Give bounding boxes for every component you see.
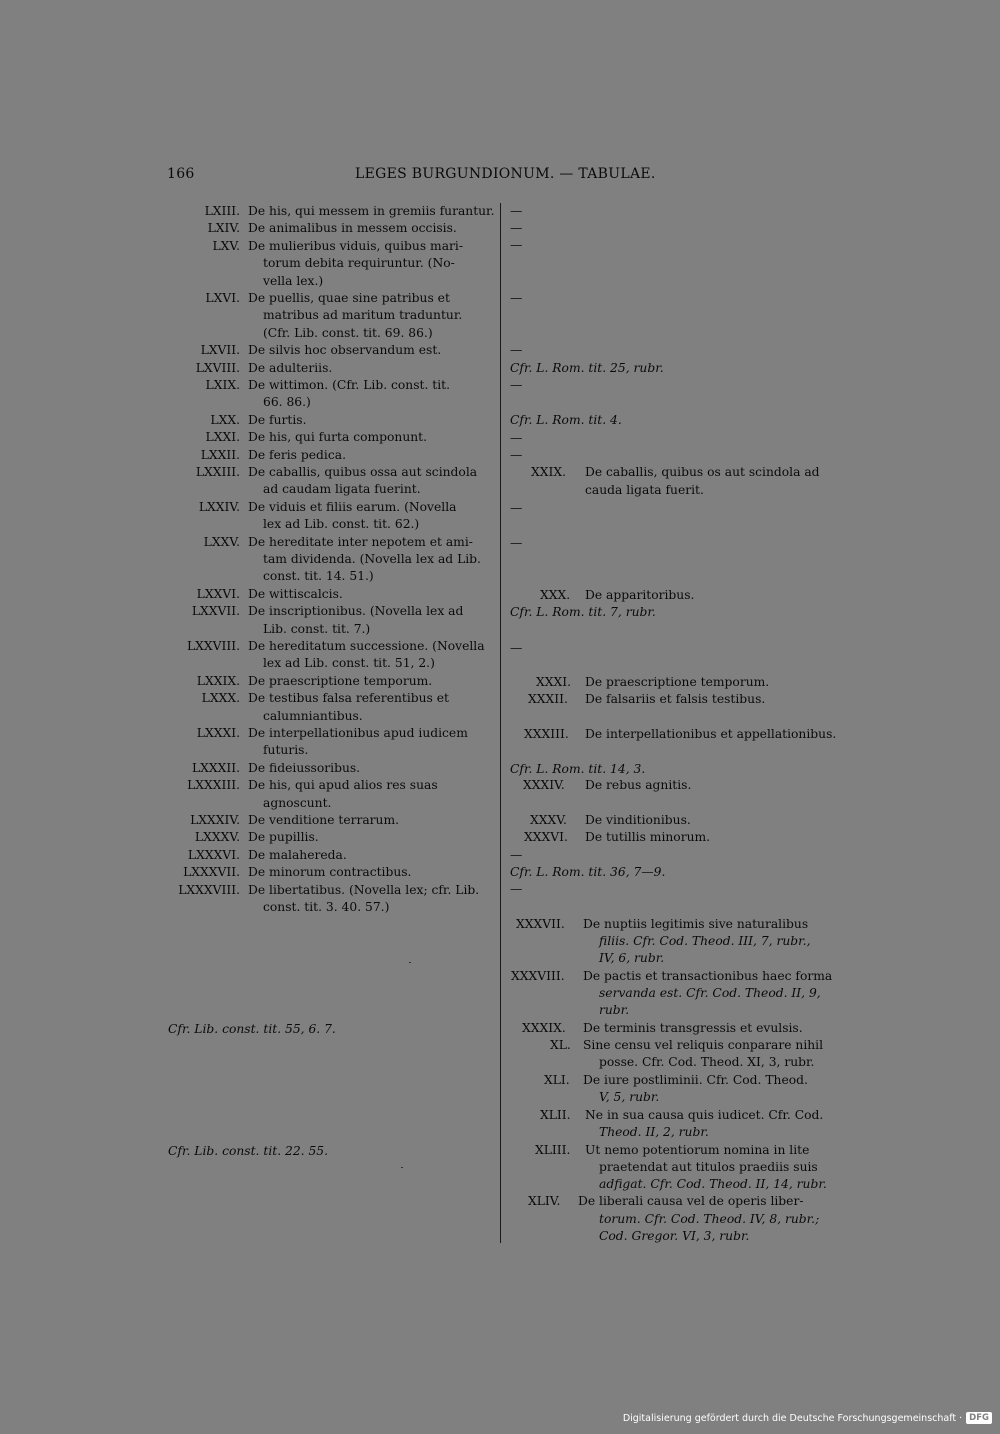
entry-text: De praescriptione temporum. <box>248 673 433 688</box>
dash: — <box>510 448 523 462</box>
dash: — <box>510 238 523 252</box>
entry-text: Lib. const. tit. 7.) <box>263 621 371 636</box>
dash: — <box>510 848 523 862</box>
entry-number: XXXI. <box>536 675 572 689</box>
entry-number: XXXIX. <box>522 1021 566 1035</box>
entry-number: XXX. <box>540 588 571 602</box>
entry-number: LXX. <box>210 412 240 427</box>
entry-text: Cod. Gregor. VI, 3, rubr. <box>599 1229 750 1243</box>
entry-text: posse. Cfr. Cod. Theod. XI, 3, rubr. <box>599 1055 815 1069</box>
dash: — <box>510 536 523 550</box>
entry-text: De testibus falsa referentibus et <box>248 691 449 706</box>
entry-text: servanda est. Cfr. Cod. Theod. II, 9, <box>599 986 821 1000</box>
entry-text: De inscriptionibus. (Novella lex ad <box>248 604 464 619</box>
entry-text: torum. Cfr. Cod. Theod. IV, 8, rubr.; <box>599 1212 820 1226</box>
entry-text: De silvis hoc observandum est. <box>248 343 442 358</box>
entry-text: De wittiscalcis. <box>248 586 343 601</box>
entry-text: vella lex.) <box>263 273 324 288</box>
entry-text: De his, qui furta componunt. <box>248 430 428 445</box>
entry-number: XXXIII. <box>524 727 569 741</box>
entry-text: De nuptiis legitimis sive naturalibus <box>583 917 809 931</box>
entry-number: LXXIII. <box>195 465 240 479</box>
entry-text: De wittimon. (Cfr. Lib. const. tit. <box>248 378 451 392</box>
entry-number: LXXVII. <box>191 604 240 619</box>
entry-number: XL. <box>550 1038 571 1052</box>
entry-text: De caballis, quibus os aut scindola ad <box>585 465 820 479</box>
dash: — <box>510 221 523 235</box>
entry-text: De mulieribus viduis, quibus mari- <box>248 238 464 253</box>
entry-text: adfigat. Cfr. Cod. Theod. II, 14, rubr. <box>599 1177 827 1191</box>
footer <box>623 1412 992 1424</box>
entry-number: LXIX. <box>205 378 240 392</box>
page-title: LEGES BURGUNDIONUM. — TABULAE. <box>355 166 656 182</box>
entry-text: De furtis. <box>248 412 307 427</box>
entry-number: LXXXV. <box>194 830 240 845</box>
entry-text: De terminis transgressis et evulsis. <box>583 1021 803 1035</box>
dfg-logo: DFG <box>966 1412 992 1424</box>
entry-text: De interpellationibus apud iudicem <box>248 726 468 740</box>
entry-text: De caballis, quibus ossa aut scindola <box>248 465 478 479</box>
dash: — <box>510 378 523 392</box>
entry-number: XLIII. <box>535 1143 571 1157</box>
entry-number: LXXX. <box>201 691 240 706</box>
entry-text: De libertatibus. (Novella lex; cfr. Lib. <box>248 882 480 897</box>
entry-text: De animalibus in messem occisis. <box>248 221 457 236</box>
entry-text: Sine censu vel reliquis conparare nihil <box>583 1038 824 1052</box>
entry-number: LXXI. <box>205 430 240 445</box>
entry-text: De viduis et filiis earum. (Novella <box>248 499 457 514</box>
entry-text: Theod. II, 2, rubr. <box>599 1125 709 1139</box>
entry-number: LXXXIV. <box>190 813 240 827</box>
entry-text: const. tit. 14. 51.) <box>263 569 374 584</box>
entry-text: De feris pedica. <box>248 447 346 462</box>
entry-text: rubr. <box>599 1003 630 1017</box>
entry-number: LXXII. <box>200 447 240 462</box>
entry-number: LXXIV. <box>198 499 240 514</box>
entry-number: LXV. <box>212 238 240 253</box>
entry-text: torum debita requiruntur. (No- <box>263 256 455 271</box>
entry-number: XXXVII. <box>516 917 565 931</box>
entry-number: LXXVIII. <box>186 639 240 653</box>
speck <box>401 1167 403 1168</box>
entry-text: ad caudam ligata fuerint. <box>263 482 421 497</box>
entry-text: De venditione terrarum. <box>248 813 400 827</box>
entry-number: LXIV. <box>207 221 240 236</box>
entry-text: De praescriptione temporum. <box>585 675 770 689</box>
entry-text: tam dividenda. (Novella lex ad Lib. <box>263 552 481 566</box>
entry-text: praetendat aut titulos praediis suis <box>599 1160 818 1174</box>
entry-number: XLII. <box>540 1108 571 1122</box>
entry-number: LXXXVII. <box>183 865 240 880</box>
entry-text: De vinditionibus. <box>585 813 691 827</box>
entry-number: LXXXI. <box>196 726 240 740</box>
entry-text: De malahereda. <box>248 847 347 862</box>
entry-text: matribus ad maritum traduntur. <box>263 308 463 323</box>
entry-text: calumniantibus. <box>263 708 363 723</box>
entry-number: LXXXVI. <box>187 847 240 862</box>
entry-text: De his, qui messem in gremiis furantur. <box>248 204 495 218</box>
entry-text: 66. 86.) <box>263 395 311 410</box>
entry-text: De tutillis minorum. <box>585 830 711 844</box>
entry-text: De adulteriis. <box>248 360 333 375</box>
entry-text: De iure postliminii. Cfr. Cod. Theod. <box>583 1073 808 1087</box>
entry-number: XLI. <box>544 1073 570 1087</box>
entry-number: XXXV. <box>530 813 567 827</box>
entry-text: De apparitoribus. <box>585 588 695 602</box>
dash: — <box>510 882 523 896</box>
entry-text: De interpellationibus et appellationibus. <box>585 727 837 741</box>
entry-text: De liberali causa vel de operis liber- <box>578 1194 804 1208</box>
entry-text: (Cfr. Lib. const. tit. 69. 86.) <box>263 325 433 340</box>
entry-text: futuris. <box>263 743 309 758</box>
entry-number: LXVII. <box>200 343 240 358</box>
entry-text: Ut nemo potentiorum nomina in lite <box>585 1143 810 1157</box>
entry-text: lex ad Lib. const. tit. 62.) <box>263 517 420 532</box>
speck <box>409 962 411 963</box>
left-cross-reference: Cfr. Lib. const. tit. 55, 6. 7. <box>168 1022 336 1036</box>
entry-text: De hereditatum successione. (Novella <box>248 639 485 653</box>
entry-number: LXIII. <box>204 204 240 218</box>
entry-text: IV, 6, rubr. <box>599 951 665 965</box>
entry-text: De hereditate inter nepotem et ami- <box>248 534 473 549</box>
entry-number: LXVI. <box>205 291 240 305</box>
entry-number: XXXVIII. <box>511 969 565 983</box>
entry-number: LXXV. <box>203 534 240 549</box>
entry-text: const. tit. 3. 40. 57.) <box>263 900 390 914</box>
dash: — <box>510 291 523 305</box>
entry-number: LXXXVIII. <box>178 882 240 897</box>
entry-text: De falsariis et falsis testibus. <box>585 692 766 706</box>
entry-number: XXIX. <box>531 465 567 479</box>
footer-text: Digitalisierung gefördert durch die Deutsche Forschungsgemeinschaft · <box>622 1412 963 1424</box>
dash: — <box>510 204 523 218</box>
entry-text: De pactis et transactionibus haec forma <box>583 969 833 983</box>
entry-number: XXXIV. <box>523 778 565 792</box>
entry-text: De fideiussoribus. <box>248 760 361 775</box>
entry-number: XXXII. <box>528 692 568 706</box>
entry-number: LXXIX. <box>196 673 240 688</box>
cross-reference: Cfr. L. Rom. tit. 14, 3. <box>510 762 646 776</box>
entry-number: LXXVI. <box>196 586 240 601</box>
entry-number: XLIV. <box>528 1194 561 1208</box>
left-cross-reference: Cfr. Lib. const. tit. 22. 55. <box>168 1144 329 1158</box>
page-number: 166 <box>167 166 195 182</box>
entry-text: De pupillis. <box>248 830 319 845</box>
dash: — <box>510 431 523 445</box>
entry-number: LXXXII. <box>191 760 240 775</box>
entry-text: lex ad Lib. const. tit. 51, 2.) <box>263 656 435 671</box>
cross-reference: Cfr. L. Rom. tit. 36, 7—9. <box>510 865 666 879</box>
entry-text: De rebus agnitis. <box>585 778 692 792</box>
dash: — <box>510 641 523 655</box>
entry-text: agnoscunt. <box>263 795 332 810</box>
cross-reference: Cfr. L. Rom. tit. 25, rubr. <box>510 361 664 375</box>
entry-text: De his, qui apud alios res suas <box>248 778 438 793</box>
dash: — <box>510 501 523 515</box>
entry-text: De minorum contractibus. <box>248 865 412 880</box>
entry-number: LXVIII. <box>195 360 240 375</box>
cross-reference: Cfr. L. Rom. tit. 4. <box>510 413 622 427</box>
cross-reference: Cfr. L. Rom. tit. 7, rubr. <box>510 605 656 619</box>
entry-text: V, 5, rubr. <box>599 1090 660 1104</box>
entry-text: De puellis, quae sine patribus et <box>248 291 450 305</box>
entry-text: Ne in sua causa quis iudicet. Cfr. Cod. <box>585 1108 824 1122</box>
entry-text: cauda ligata fuerit. <box>585 483 704 497</box>
entry-number: LXXXIII. <box>187 778 240 793</box>
entry-number: XXXVI. <box>524 830 568 844</box>
entry-text: filiis. Cfr. Cod. Theod. III, 7, rubr., <box>599 934 811 948</box>
dash: — <box>510 343 523 357</box>
column-divider <box>500 203 501 1243</box>
